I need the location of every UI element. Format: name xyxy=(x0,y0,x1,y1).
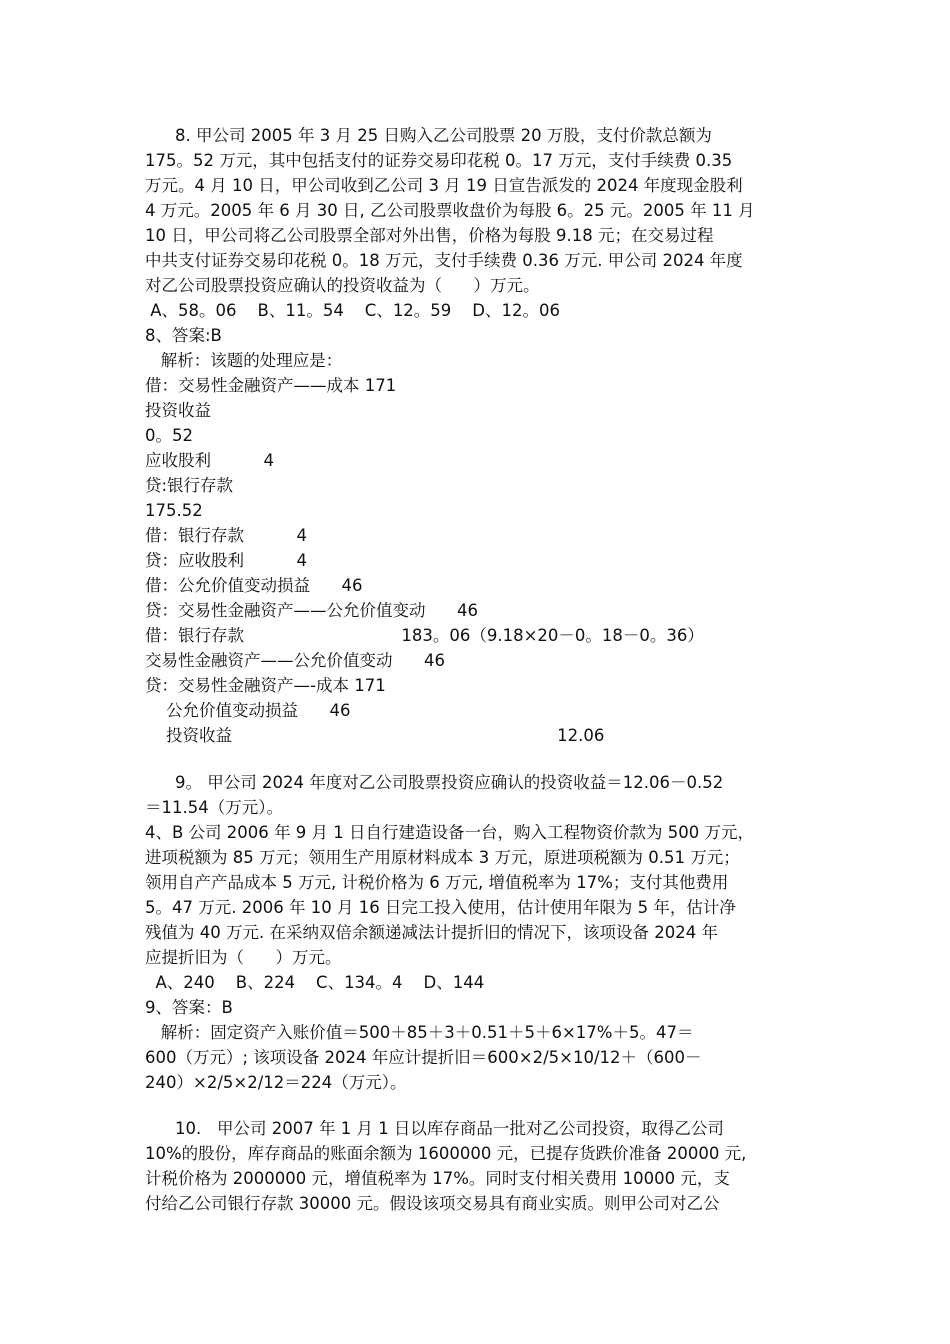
q9-line-5: 领用自产产品成本 5 万元, 计税价格为 6 万元, 增值税率为 17%；支付其他费用 xyxy=(145,873,729,892)
q10-line-2: 10%的股份，库存商品的账面余额为 1600000 元，已提存货跌价准备 20000 元, xyxy=(145,1144,747,1163)
q8-entry-3: 0。52 xyxy=(145,426,193,445)
q8-entry-9: 借：公允价值变动损益 46 xyxy=(145,576,363,595)
q8-line-1: 8. 甲公司 2005 年 3 月 25 日购入乙公司股票 20 万股，支付价款总额为 xyxy=(175,126,712,145)
q9-line-2: ＝11.54（万元）。 xyxy=(145,798,283,817)
q10-line-4: 付给乙公司银行存款 30000 元。假设该项交易具有商业实质。则甲公司对乙公 xyxy=(145,1194,720,1213)
q8-entry-8: 贷：应收股利 4 xyxy=(145,551,307,570)
q8-entry-4: 应收股利 4 xyxy=(145,451,274,470)
q9-options: A、240 B、224 C、134。4 D、144 xyxy=(145,973,485,992)
q8-entry-11: 借：银行存款 183。06（9.18×20－0。18－0。36） xyxy=(145,626,704,645)
q8-entry-12: 交易性金融资产——公允价值变动 46 xyxy=(145,651,445,670)
q9-line-1: 9。 甲公司 2024 年度对乙公司股票投资应确认的投资收益＝12.06－0.52 xyxy=(175,773,724,792)
q9-answer: 9、答案：B xyxy=(145,998,233,1017)
q9-line-7: 残值为 40 万元. 在采纳双倍余额递减法计提折旧的情况下，该项设备 2024 年 xyxy=(145,923,718,942)
q8-entry-13: 贷：交易性金融资产—-成本 171 xyxy=(145,676,386,695)
q8-entry-7: 借：银行存款 4 xyxy=(145,526,307,545)
q8-options: A、58。06 B、11。54 C、12。59 D、12。06 xyxy=(145,301,560,320)
q10-line-3: 计税价格为 2000000 元，增值税率为 17%。同时支付相关费用 10000 元，支 xyxy=(145,1169,730,1188)
q10-line-1: 10. 甲公司 2007 年 1 月 1 日以库存商品一批对乙公司投资，取得乙公司 xyxy=(175,1119,724,1138)
q9-line-3: 4、B 公司 2006 年 9 月 1 日自行建造设备一台，购入工程物资价款为 500 万元， xyxy=(145,823,755,842)
q9-line-6: 5。47 万元. 2006 年 10 月 16 日完工投入使用，估计使用年限为 5 年，估计净 xyxy=(145,898,736,917)
q8-entry-10: 贷：交易性金融资产——公允价值变动 46 xyxy=(145,601,478,620)
q8-entry-5: 贷:银行存款 xyxy=(145,476,234,495)
q8-answer: 8、答案:B xyxy=(145,326,222,345)
q8-entry-1: 借：交易性金融资产——成本 171 xyxy=(145,376,397,395)
q8-line-7: 对乙公司股票投资应确认的投资收益为（ ）万元。 xyxy=(145,276,540,295)
q8-line-4: 4 万元。2005 年 6 月 30 日, 乙公司股票收盘价为每股 6。25 元。2005 年 11 月 xyxy=(145,201,755,220)
q8-line-3: 万元。4 月 10 日，甲公司收到乙公司 3 月 19 日宣告派发的 2024 年度现金股利 xyxy=(145,176,743,195)
q8-line-5: 10 日，甲公司将乙公司股票全部对外出售，价格为每股 9.18 元；在交易过程 xyxy=(145,226,714,245)
q9-analysis-1: 解析：固定资产入账价值＝500＋85＋3＋0.51＋5＋6×17%＋5。47＝ xyxy=(145,1023,694,1042)
q9-analysis-2: 600（万元）; 该项设备 2024 年应计提折旧＝600×2/5×10/12＋（600－ xyxy=(145,1048,702,1067)
q9-analysis-3: 240）×2/5×2/12＝224（万元）。 xyxy=(145,1073,407,1092)
q8-entry-2: 投资收益 xyxy=(145,401,211,420)
q8-entry-15: 投资收益 12.06 xyxy=(145,726,605,745)
q8-analysis-intro: 解析：该题的处理应是： xyxy=(145,351,343,370)
q9-line-4: 进项税额为 85 万元；领用生产用原材料成本 3 万元，原进项税额为 0.51 万元； xyxy=(145,848,740,867)
q8-entry-6: 175.52 xyxy=(145,501,203,520)
q9-line-8: 应提折旧为（ ）万元。 xyxy=(145,948,342,967)
q8-entry-14: 公允价值变动损益 46 xyxy=(145,701,351,720)
q8-line-6: 中共支付证券交易印花税 0。18 万元，支付手续费 0.36 万元. 甲公司 2024 年度 xyxy=(145,251,743,270)
q8-line-2: 175。52 万元，其中包括支付的证券交易印花税 0。17 万元，支付手续费 0.35 xyxy=(145,151,733,170)
